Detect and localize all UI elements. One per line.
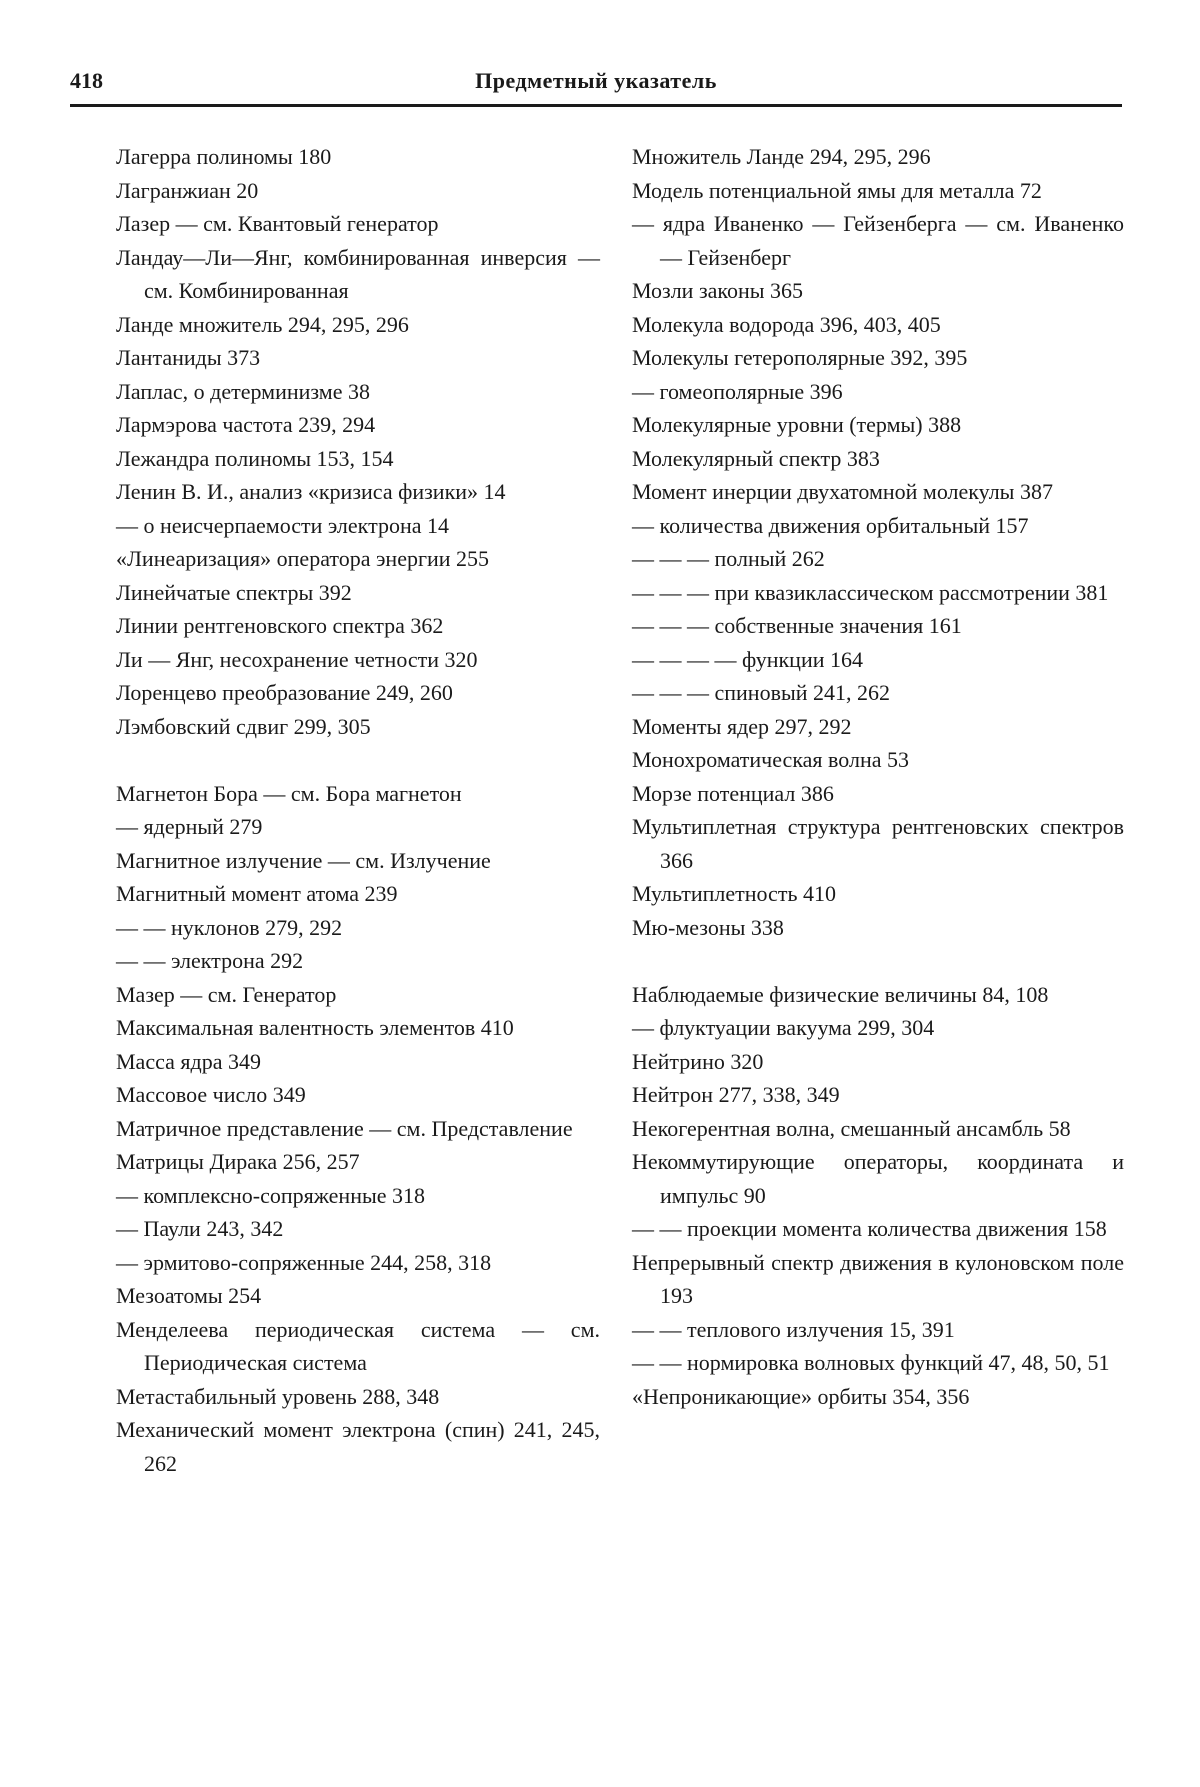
index-entry: Лазер — см. Квантовый генератор — [116, 211, 439, 236]
section-gap — [632, 944, 1124, 978]
index-entry: Магнитный момент атома 239 — [116, 881, 398, 906]
index-entry: Лэмбовский сдвиг 299, 305 — [116, 713, 371, 739]
header-divider — [70, 104, 1122, 107]
index-entry: Ли — Янг, несохранение четности 320 — [116, 646, 478, 672]
index-entry: — количества движения орбитальный 157 — [632, 512, 1029, 538]
index-entry: Лантаниды 373 — [116, 345, 261, 370]
index-entry: «Непроникающие» орбиты 354, 356 — [632, 1383, 970, 1409]
page-number: 418 — [70, 68, 103, 93]
index-entry: Лаплас, о детерминизме 38 — [116, 378, 370, 404]
index-column-right — [632, 140, 1124, 1413]
page-header — [70, 68, 1122, 108]
index-entry: — — электрона 292 — [116, 948, 304, 973]
index-entry: Множитель Ланде 294, 295, 296 — [632, 144, 931, 169]
index-entry: «Линеаризация» оператора энергии 255 — [116, 546, 490, 571]
index-entry: Непрерывный спектр движения в кулоновском поле 193 — [632, 1249, 1124, 1308]
index-entry: Масса ядра 349 — [116, 1048, 261, 1074]
index-entry: — комплексно-сопряженные 318 — [116, 1182, 426, 1208]
index-entry: Менделеева периодическая система — см. Периодическая система — [116, 1316, 600, 1375]
index-entry: — Паули 243, 342 — [116, 1216, 284, 1241]
index-entry: Механический момент электрона (спин) 241, 245, 262 — [116, 1417, 600, 1476]
index-entry: Наблюдаемые физические величины 84, 108 — [632, 981, 1049, 1007]
index-entry: — — — при квазиклассическом рассмотрении 381 — [632, 579, 1109, 605]
index-entry: Метастабильный уровень 288, 348 — [116, 1383, 440, 1409]
index-entry: Массовое число 349 — [116, 1082, 306, 1107]
index-entry: Линии рентгеновского спектра 362 — [116, 613, 444, 638]
index-entry: Магнитное излучение — см. Излучение — [116, 847, 491, 873]
index-entry: Мезоатомы 254 — [116, 1283, 262, 1308]
index-entry: Мю-мезоны 338 — [632, 914, 784, 940]
index-entry: — — — полный 262 — [632, 546, 825, 571]
index-entry: Модель потенциальной ямы для металла 72 — [632, 177, 1042, 203]
index-entry: — эрмитово-сопряженные 244, 258, 318 — [116, 1249, 492, 1275]
index-entry: — — — собственные значения 161 — [632, 613, 962, 638]
index-entry: Молекулы гетерополярные 392, 395 — [632, 345, 968, 370]
index-entry: — — — спиновый 241, 262 — [632, 680, 891, 705]
index-entry: — — — — функции 164 — [632, 646, 863, 672]
index-entry: Лагранжиан 20 — [116, 177, 259, 203]
index-entry: Монохроматическая волна 53 — [632, 747, 910, 772]
index-entry: Ландау—Ли—Янг, комбинированная инверсия — см. Комбинированная — [116, 244, 600, 303]
index-entry: Некоммутирующие операторы, координата и импульс 90 — [632, 1149, 1124, 1208]
index-entry: Лежандра полиномы 153, 154 — [116, 445, 394, 471]
index-entry: Матричное представление — см. Представление — [116, 1115, 573, 1141]
index-entry: Лармэрова частота 239, 294 — [116, 412, 376, 437]
index-entry: Молекулярный спектр 383 — [632, 445, 880, 471]
index-entry: Максимальная валентность элементов 410 — [116, 1015, 514, 1040]
index-entry: Момент инерции двухатомной молекулы 387 — [632, 479, 1053, 504]
index-entry: Лагерра полиномы 180 — [116, 144, 332, 169]
index-entry: Мультиплетная структура рентгеновских спектров 366 — [632, 814, 1124, 873]
index-entry: Некогерентная волна, смешанный ансамбль 58 — [632, 1115, 1071, 1141]
index-entry: Лоренцево преобразование 249, 260 — [116, 680, 453, 705]
index-entry: Морзе потенциал 386 — [632, 780, 834, 806]
index-entry: — ядерный 279 — [116, 814, 263, 839]
index-entry: — о неисчерпаемости электрона 14 — [116, 512, 449, 538]
index-entry: Мозли законы 365 — [632, 278, 804, 303]
index-entry: — — проекции момента количества движения 158 — [632, 1216, 1107, 1241]
index-entry: Моменты ядер 297, 292 — [632, 713, 852, 739]
index-entry: Молекула водорода 396, 403, 405 — [632, 311, 941, 337]
index-entry: Нейтрон 277, 338, 349 — [632, 1082, 840, 1107]
index-entry: — флуктуации вакуума 299, 304 — [632, 1015, 935, 1040]
index-entry: Ланде множитель 294, 295, 296 — [116, 311, 409, 337]
index-entry: Матрицы Дирака 256, 257 — [116, 1149, 360, 1174]
index-entry: Нейтрино 320 — [632, 1048, 764, 1074]
index-entry: Мазер — см. Генератор — [116, 981, 337, 1007]
index-column-left — [116, 140, 600, 1480]
section-gap — [116, 743, 600, 777]
index-entry: Мультиплетность 410 — [632, 881, 836, 906]
index-entry: — гомеополярные 396 — [632, 378, 843, 404]
index-entry: Линейчатые спектры 392 — [116, 579, 352, 605]
index-entry: — — нуклонов 279, 292 — [116, 914, 343, 940]
index-entry: Ленин В. И., анализ «кризиса физики» 14 — [116, 479, 506, 504]
index-entry: — ядра Иваненко — Гейзенберга — см. Иваненко — Гейзенберг — [632, 211, 1124, 270]
index-entry: Молекулярные уровни (термы) 388 — [632, 412, 962, 437]
index-entry: — — теплового излучения 15, 391 — [632, 1316, 955, 1342]
index-entry: Магнетон Бора — см. Бора магнетон — [116, 780, 462, 806]
index-entry: — — нормировка волновых функций 47, 48, 50, 51 — [632, 1350, 1110, 1375]
running-title: Предметный указатель — [475, 68, 717, 93]
